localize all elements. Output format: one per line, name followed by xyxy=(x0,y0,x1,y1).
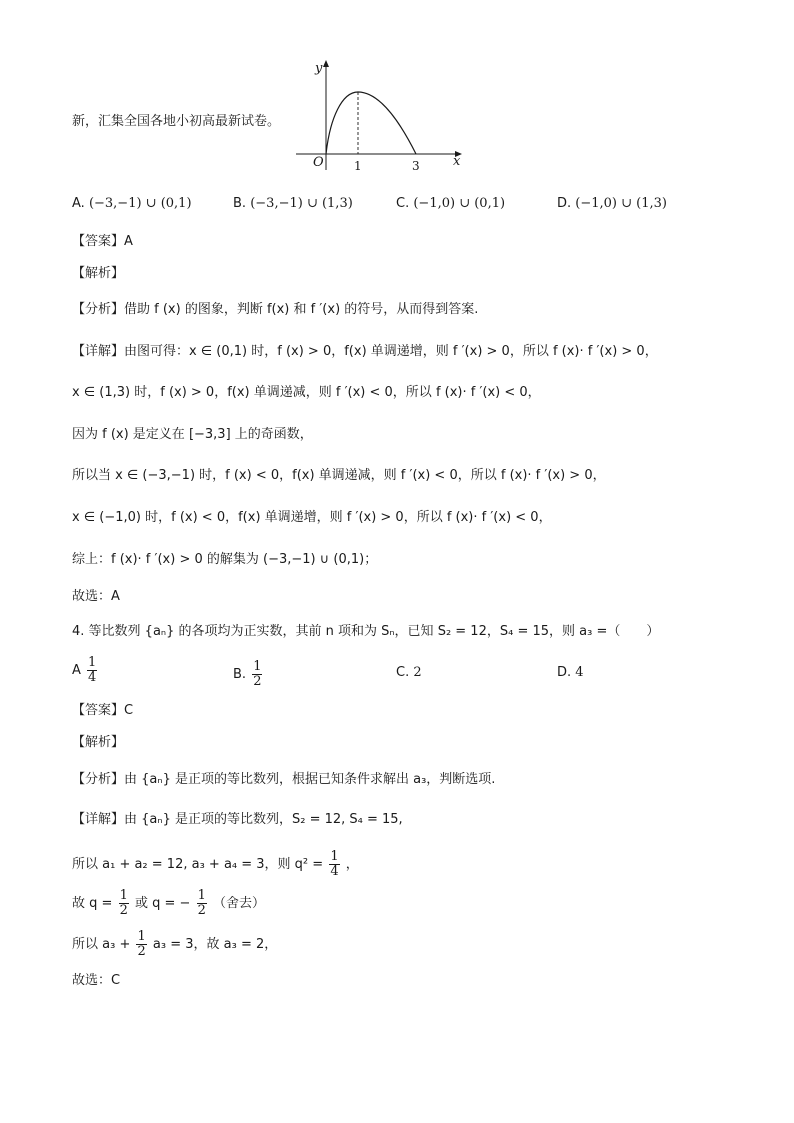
q4-conclusion: 故选：C xyxy=(72,973,121,988)
q4-line-4: 所以 a₃ + $\frac{1}{2}$ a₃ = 3，故 a₃ = 2， xyxy=(72,929,278,959)
q3-fenxi: 【分析】借助 f (x) 的图象，判断 f(x) 和 f ′(x) 的符号，从而得到答案. xyxy=(72,302,479,317)
q4-line-2: 所以 a₁ + a₂ = 12, a₃ + a₄ = 3，则 q² = $\frac{1}{4}$ ， xyxy=(72,849,359,879)
q3-option-b: B. (−3,−1) ∪ (1,3) xyxy=(233,196,353,211)
y-axis-label: y xyxy=(315,61,323,76)
q3-xiangjie-line-1: 【详解】由图可得：x ∈ (0,1) 时，f (x) > 0，f(x) 单调递增，则 f ′(x) > 0，所以 f (x)· f ′(x) > 0， xyxy=(72,344,658,359)
q4-option-c: C. 2 xyxy=(396,665,422,680)
q4-option-d: D. 4 xyxy=(557,665,584,680)
function-graph xyxy=(290,58,470,178)
q3-option-d: D. (−1,0) ∪ (1,3) xyxy=(557,196,667,211)
origin-label: O xyxy=(313,155,324,170)
intro-text: 新，汇集全国各地小初高最新试卷。 xyxy=(72,114,281,129)
q4-stem: 4. 等比数列 {aₙ} 的各项均为正实数，其前 n 项和为 Sₙ，已知 S₂ = 12，S₄ = 15，则 a₃ =（ ） xyxy=(72,624,660,639)
function-curve xyxy=(326,92,416,154)
q3-xiangjie-line-5: x ∈ (−1,0) 时，f (x) < 0，f(x) 单调递增，则 f ′(x) > 0，所以 f (x)· f ′(x) < 0， xyxy=(72,510,552,525)
q4-analysis-label: 【解析】 xyxy=(72,735,125,750)
tick-label-3: 3 xyxy=(412,159,420,173)
q4-line-3: 故 q = $\frac{1}{2}$ 或 q = − $\frac{1}{2}$ （舍去） xyxy=(72,888,265,918)
q4-fenxi: 【分析】由 {aₙ} 是正项的等比数列，根据已知条件求解出 a₃，判断选项. xyxy=(72,772,496,787)
q3-conclusion: 故选：A xyxy=(72,589,120,604)
q3-xiangjie-line-6: 综上：f (x)· f ′(x) > 0 的解集为 (−3,−1) ∪ (0,1)； xyxy=(72,552,378,567)
q3-answer: 【答案】A xyxy=(72,234,133,249)
q3-analysis-label: 【解析】 xyxy=(72,266,125,281)
q3-xiangjie-line-4: 所以当 x ∈ (−3,−1) 时，f (x) < 0，f(x) 单调递减，则 f ′(x) < 0，所以 f (x)· f ′(x) > 0， xyxy=(72,468,606,483)
q4-option-a: A $\frac{1}{4}$ xyxy=(72,655,97,685)
q4-xiangjie: 【详解】由 {aₙ} 是正项的等比数列，S₂ = 12, S₄ = 15, xyxy=(72,812,403,827)
q3-option-a: A. (−3,−1) ∪ (0,1) xyxy=(72,196,192,211)
tick-label-1: 1 xyxy=(354,159,362,173)
q3-option-c: C. (−1,0) ∪ (0,1) xyxy=(396,196,506,211)
q3-xiangjie-line-2: x ∈ (1,3) 时，f (x) > 0，f(x) 单调递减，则 f ′(x) < 0，所以 f (x)· f ′(x) < 0， xyxy=(72,385,541,400)
q3-xiangjie-line-3: 因为 f (x) 是定义在 [−3,3] 上的奇函数， xyxy=(72,427,313,442)
q4-option-b: B. $\frac{1}{2}$ xyxy=(233,659,262,689)
y-axis-arrow xyxy=(323,60,329,67)
q4-answer: 【答案】C xyxy=(72,703,134,718)
x-axis-label: x xyxy=(453,154,461,169)
